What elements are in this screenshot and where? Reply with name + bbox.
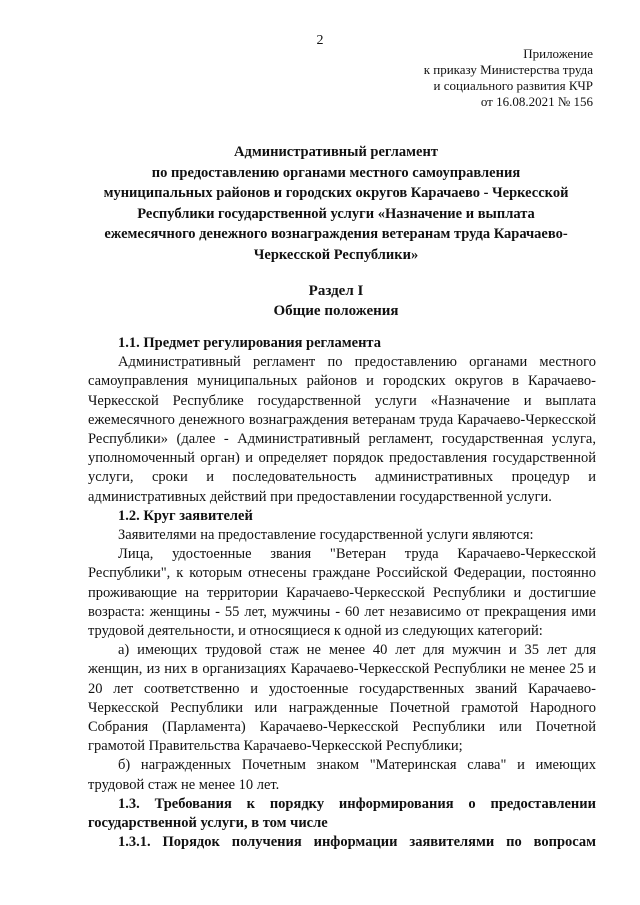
document-body [88,334,596,852]
appendix-line-1: Приложение [523,46,593,61]
page-number: 2 [316,33,324,48]
paragraph-item-b: б) награжденных Почетным знаком "Материнская слава" и имеющих трудовой стаж не менее 10 лет. [88,757,596,793]
paragraph-1-1: Административный регламент по предоставлению органами местного самоуправления муниципальных районов и городских округов в Карачаево-Черкесской Республике государственной услуги «Назначение и выплата ежемесячного денежного вознаграждения ветеранам труда Карачаево-Черкесской Республики» (далее - Административный регламент, государственная услуга, уполномоченный орган) и определяет порядок предоставления государственной услуги, сроки и последовательность административных процедур и административных действий при предоставлении государственной услуги. [88,354,596,505]
appendix-header [424,46,593,110]
title-line: муниципальных районов и городских округов Карачаево - Черкесской [103,185,569,201]
heading-1-1: 1.1. Предмет регулирования регламента [118,335,381,351]
paragraph-item-a: а) имеющих трудовой стаж не менее 40 лет для мужчин и 35 лет для женщин, из них в организациях Карачаево-Черкесской Республики не менее 25 и 20 лет соответственно и удостоенные государственных званий Карачаево-Черкесской Республики или награжденные Почетной грамотой Народного Собрания (Парламента) Карачаево-Черкесской Республики или Почетной грамотой Правительства Карачаево-Черкесской Республики; [88,642,596,755]
title-line: Республики государственной услуги «Назначение и выплата [137,205,535,222]
heading-1-2: 1.2. Круг заявителей [118,507,253,524]
section-name: Общие положения [273,303,399,319]
section-heading [86,281,586,321]
title-line: Черкесской Республики» [253,246,419,263]
title-line: Административный регламент [234,144,438,160]
appendix-line-2: к приказу Министерства труда [423,62,593,77]
title-line: по предоставлению органами местного самоуправления [151,164,521,181]
appendix-line-4: от 16.08.2021 № 156 [480,94,593,109]
paragraph-applicants: Лица, удостоенные звания "Ветеран труда Карачаево-Черкесской Республики", к которым отнесены граждане Российской Федерации, постоянно проживающие на территории Карачаево-Черкесской Республики и достигшие возраста: женщины - 55 лет, мужчины - 60 лет независимо от прекращения ими трудовой деятельности, и относящиеся к одной из следующих категорий: [88,546,596,640]
section-number: Раздел I [308,283,364,299]
paragraph-applicants-intro: Заявителями на предоставление государственной услуги являются: [118,527,534,544]
appendix-line-3: и социального развития КЧР [433,78,593,93]
heading-1-3: 1.3. Требования к порядку информирования о предоставлении государственной услуги, в том числе [88,795,596,832]
title-line: ежемесячного денежного вознаграждения ветеранам труда Карачаево- [104,226,568,242]
document-title [86,142,586,265]
heading-1-3-1: 1.3.1. Порядок получения информации заявителями по вопросам [118,834,596,851]
